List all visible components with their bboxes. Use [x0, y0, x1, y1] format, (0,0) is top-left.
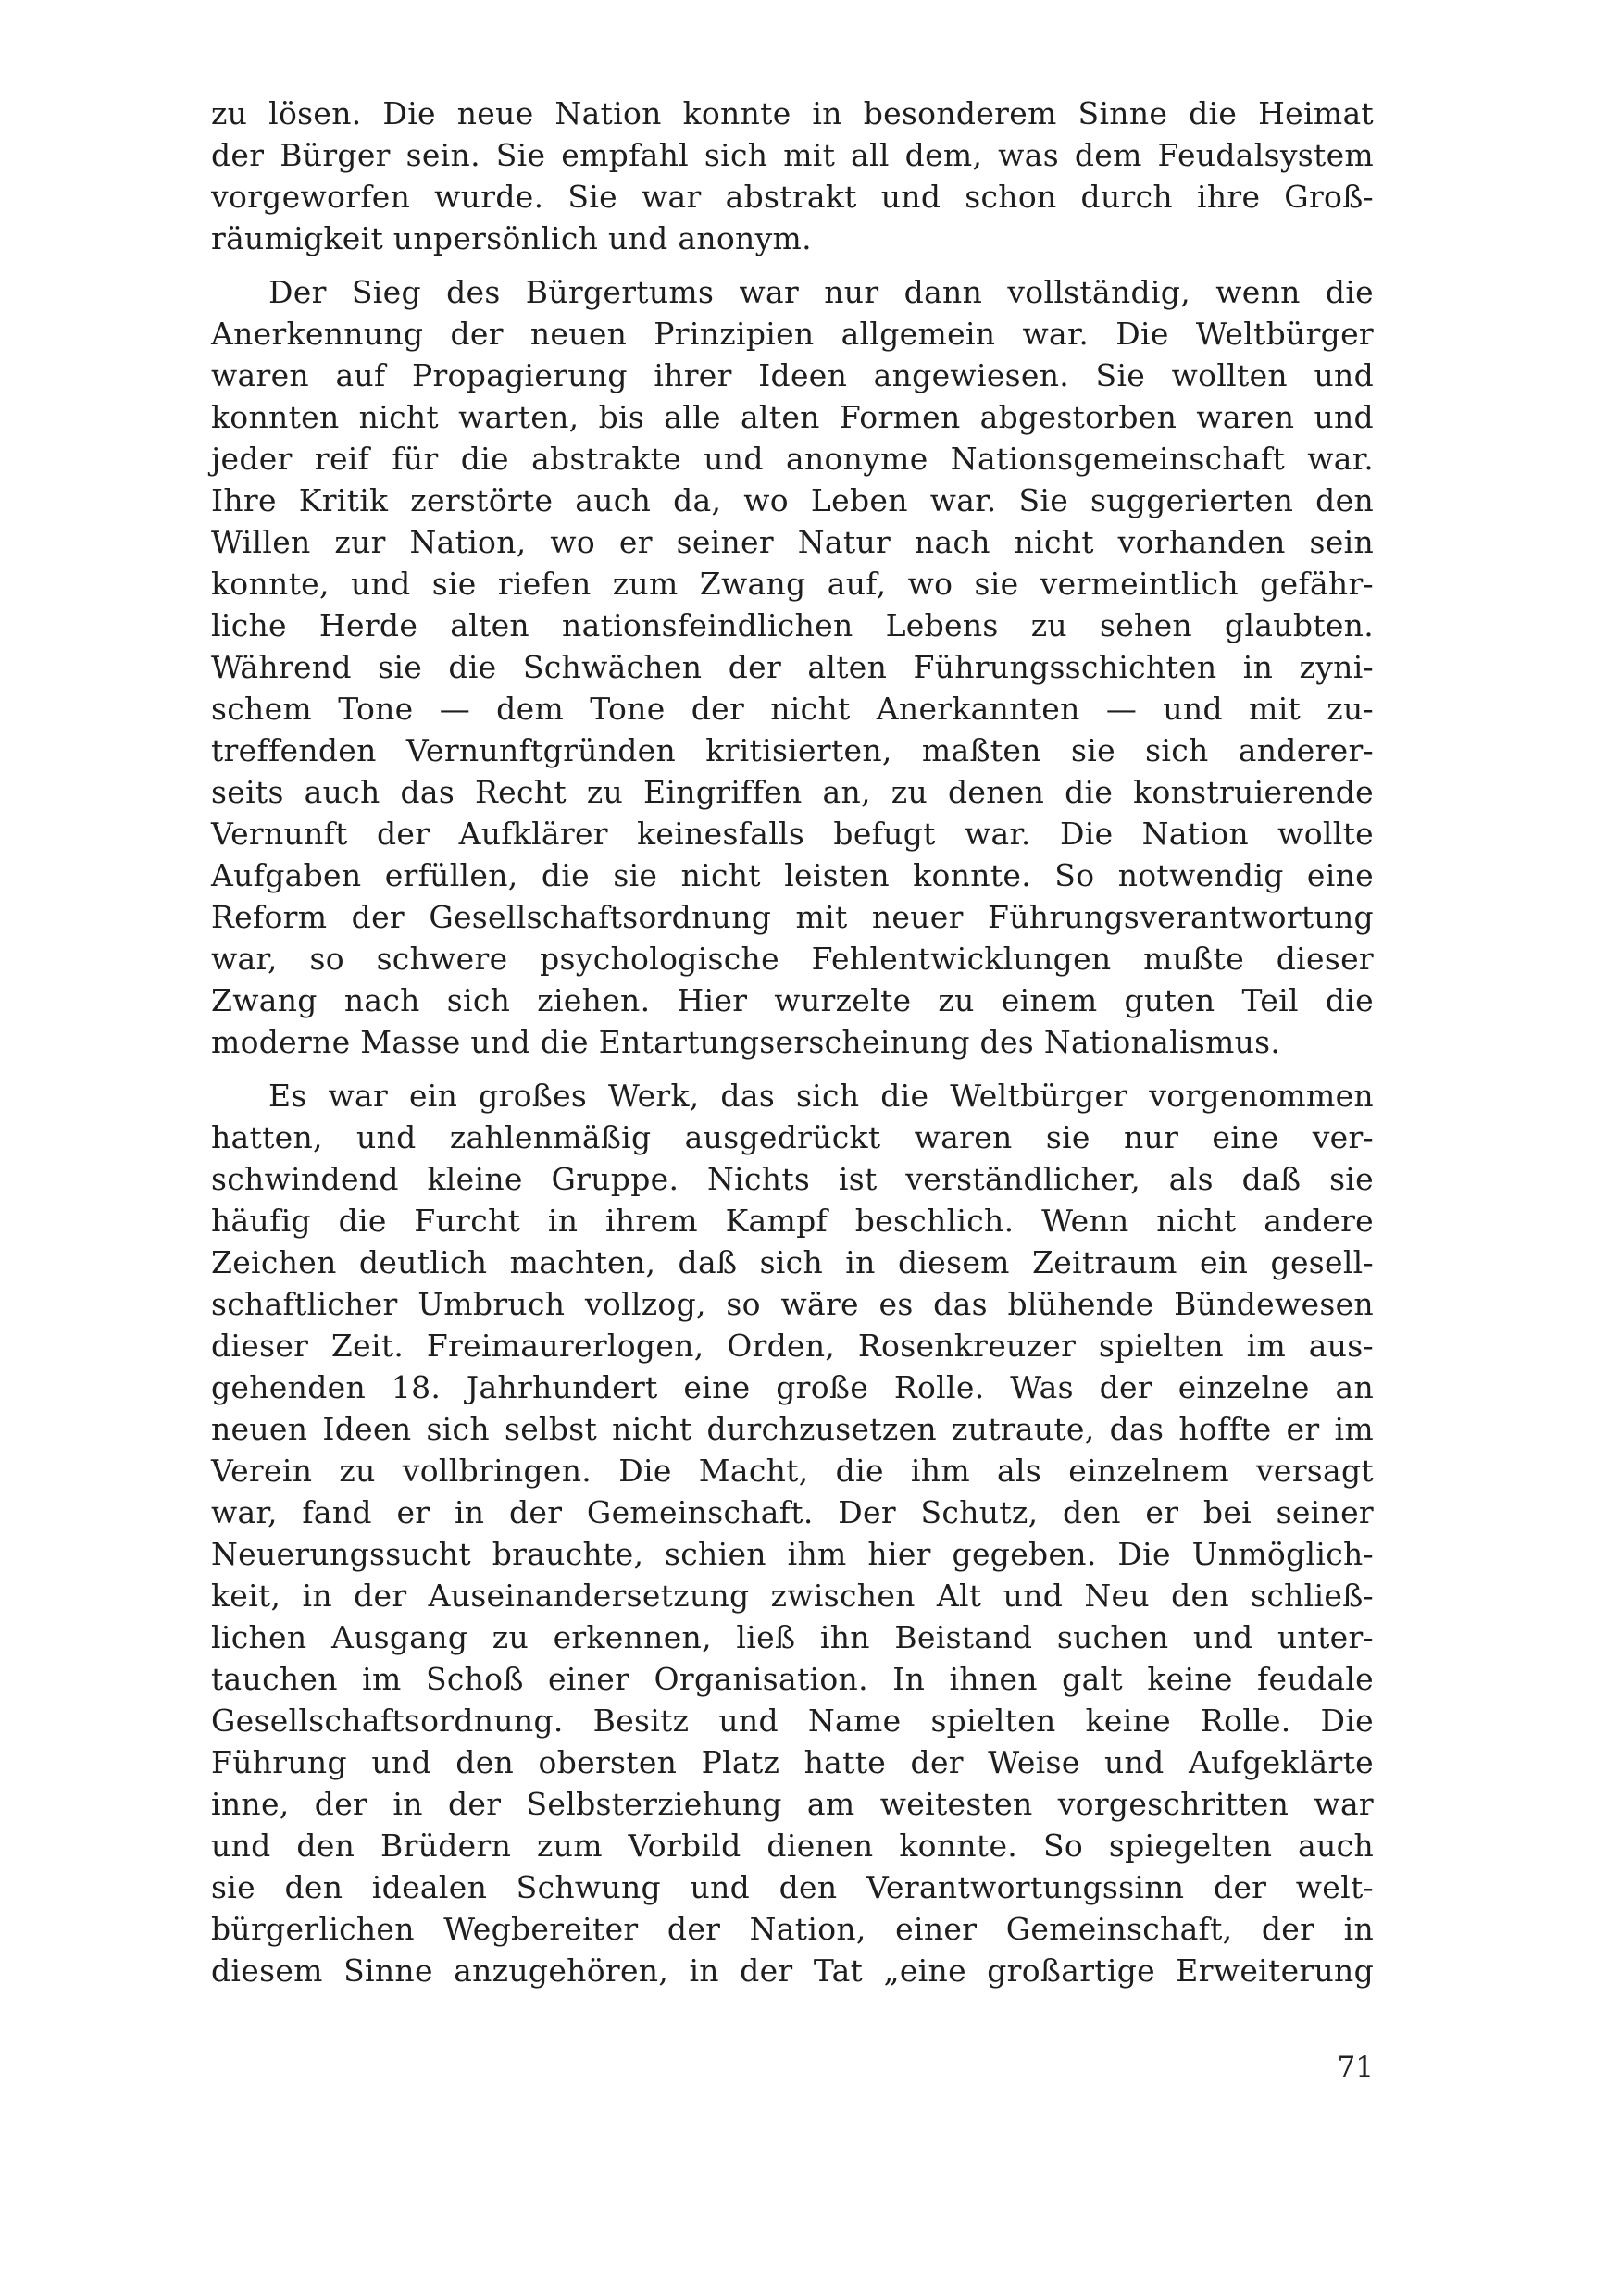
text-line: lichen Ausgang zu erkennen, ließ ihn Beistand suchen und unter-	[211, 1619, 1374, 1655]
text-line: moderne Masse und die Entartungserscheinung des Nationalismus.	[211, 1024, 1281, 1060]
text-line: Willen zur Nation, wo er seiner Natur nach nicht vorhanden sein	[211, 524, 1374, 560]
paragraph-2	[211, 271, 1374, 1063]
text-line: Gesellschaftsordnung. Besitz und Name spielten keine Rolle. Die	[211, 1703, 1374, 1739]
text-line: jeder reif für die abstrakte und anonyme Nationsgemeinschaft war.	[211, 441, 1374, 477]
text-line: diesem Sinne anzugehören, in der Tat „eine großartige Erweiterung	[211, 1953, 1374, 1989]
text-line: seits auch das Recht zu Eingriffen an, zu denen die konstruierende	[211, 774, 1374, 810]
text-line: war, fand er in der Gemeinschaft. Der Schutz, den er bei seiner	[211, 1494, 1374, 1530]
text-line: keit, in der Auseinandersetzung zwischen Alt und Neu den schließ-	[211, 1578, 1374, 1614]
text-line: war, so schwere psychologische Fehlentwicklungen mußte dieser	[211, 941, 1374, 977]
text-line: dieser Zeit. Freimaurerlogen, Orden, Rosenkreuzer spielten im aus-	[211, 1328, 1374, 1364]
text-line: gehenden 18. Jahrhundert eine große Rolle. Was der einzelne an	[211, 1369, 1374, 1405]
text-line: Zeichen deutlich machten, daß sich in diesem Zeitraum ein gesell-	[211, 1244, 1374, 1280]
text-line: Führung und den obersten Platz hatte der Weise und Aufgeklärte	[211, 1744, 1374, 1780]
text-line: der Bürger sein. Sie empfahl sich mit all dem, was dem Feudalsystem	[211, 137, 1374, 173]
text-line: konnte, und sie riefen zum Zwang auf, wo sie vermeintlich gefähr-	[211, 566, 1374, 602]
text-line: neuen Ideen sich selbst nicht durchzusetzen zutraute, das hoffte er im	[211, 1411, 1374, 1447]
text-line: Während sie die Schwächen der alten Führungsschichten in zyni-	[211, 649, 1374, 685]
page-number: 71	[1337, 2051, 1374, 2084]
text-line: Es war ein großes Werk, das sich die Weltbürger vorgenommen	[268, 1078, 1374, 1114]
text-line: schem Tone — dem Tone der nicht Anerkannten — und mit zu-	[211, 691, 1374, 727]
text-line: schwindend kleine Gruppe. Nichts ist verständlicher, als daß sie	[211, 1161, 1374, 1197]
text-line: hatten, und zahlenmäßig ausgedrückt waren sie nur eine ver-	[211, 1119, 1374, 1155]
text-line: konnten nicht warten, bis alle alten Formen abgestorben waren und	[211, 399, 1374, 435]
text-line: waren auf Propagierung ihrer Ideen angewiesen. Sie wollten und	[211, 357, 1374, 393]
text-line: Zwang nach sich ziehen. Hier wurzelte zu einem guten Teil die	[211, 982, 1374, 1018]
text-line: vorgeworfen wurde. Sie war abstrakt und schon durch ihre Groß-	[211, 179, 1374, 215]
text-line: Verein zu vollbringen. Die Macht, die ihm als einzelnem versagt	[211, 1453, 1374, 1489]
text-line: Anerkennung der neuen Prinzipien allgemein war. Die Weltbürger	[211, 316, 1374, 352]
book-page-body	[211, 93, 1374, 1991]
text-line: sie den idealen Schwung und den Verantwortungssinn der welt-	[211, 1869, 1374, 1905]
text-line: liche Herde alten nationsfeindlichen Lebens zu sehen glaubten.	[211, 607, 1374, 643]
paragraph-3	[211, 1075, 1374, 1991]
text-line: und den Brüdern zum Vorbild dienen konnte. So spiegelten auch	[211, 1828, 1374, 1864]
text-line: häufig die Furcht in ihrem Kampf beschlich. Wenn nicht andere	[211, 1203, 1374, 1239]
text-line: zu lösen. Die neue Nation konnte in besonderem Sinne die Heimat	[211, 95, 1374, 131]
text-line: bürgerlichen Wegbereiter der Nation, einer Gemeinschaft, der in	[211, 1911, 1374, 1947]
text-line: Neuerungssucht brauchte, schien ihm hier gegeben. Die Unmöglich-	[211, 1536, 1374, 1572]
text-line: Der Sieg des Bürgertums war nur dann vollständig, wenn die	[268, 274, 1374, 310]
text-line: tauchen im Schoß einer Organisation. In ihnen galt keine feudale	[211, 1661, 1374, 1697]
text-line: räumigkeit unpersönlich und anonym.	[211, 220, 812, 256]
text-line: schaftlicher Umbruch vollzog, so wäre es das blühende Bündewesen	[211, 1286, 1374, 1322]
paragraph-1	[211, 93, 1374, 259]
text-line: inne, der in der Selbsterziehung am weitesten vorgeschritten war	[211, 1786, 1374, 1822]
text-line: Vernunft der Aufklärer keinesfalls befugt war. Die Nation wollte	[211, 816, 1374, 852]
text-line: treffenden Vernunftgründen kritisierten, maßten sie sich anderer-	[211, 732, 1374, 768]
text-line: Aufgaben erfüllen, die sie nicht leisten konnte. So notwendig eine	[211, 857, 1374, 893]
text-line: Reform der Gesellschaftsordnung mit neuer Führungsverantwortung	[211, 899, 1374, 935]
text-line: Ihre Kritik zerstörte auch da, wo Leben war. Sie suggerierten den	[211, 482, 1374, 518]
